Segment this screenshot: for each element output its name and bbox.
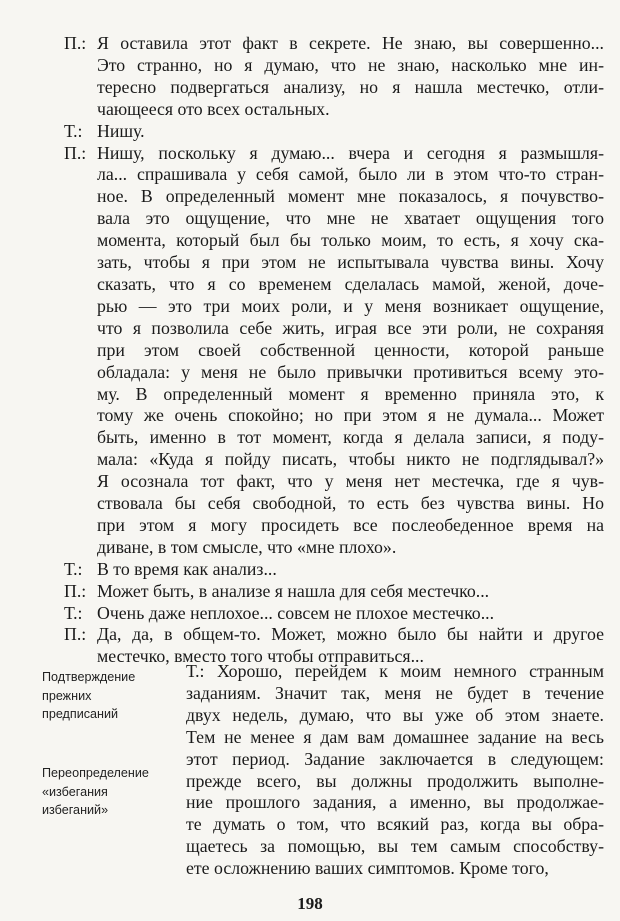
text-line: Может быть, в анализе я нашла для себя местечко... [97,580,490,601]
text-line: при этом я могу просидеть все послеобеденное время на [97,514,604,535]
text-line: Это странно, но я думаю, что не знаю, насколько мне ин- [97,54,604,75]
text-line: В то время как анализ... [97,558,277,579]
text-line: тересно подвергаться анализу, но я нашла местечко, отли- [97,76,604,97]
speaker-label: Т.: [64,120,83,141]
margin-note-line: предписаний [42,707,119,721]
margin-note-line: Переопределение [42,766,149,780]
text-line: ствовала бы себя свободной, то есть без чувства вины. Но [97,493,604,514]
dialogue-turn [64,603,604,625]
text-line: сказать, что я со временем сделалась мамой, женой, доче- [97,273,604,294]
page-number: 198 [297,894,323,913]
utterance-text [97,143,604,559]
dialogue-turn [64,33,604,121]
text-line: ете осложнению ваших симптомов. Кроме того, [186,858,549,879]
text-line: диване, в том смысле, что «мне плохо». [97,536,397,557]
text-line: обладала: у меня не было привычки противиться всему это- [97,361,604,382]
text-line: при этом своей собственной ценности, которой раньше [97,339,604,360]
text-line: что я позволила себе жить, играя все эти роли, не сохраняя [97,317,604,338]
section-body-text [186,661,604,880]
text-line: прежде всего, вы должны продолжить выполне- [186,770,604,791]
text-line: местечко, вместо того чтобы отправиться... [97,646,424,667]
text-line: Нишу, поскольку я думаю... вчера и сегодня я размышля- [97,142,604,163]
text-line: му. В определенный момент я временно приняла это, к [97,383,604,404]
text-line: Тем не менее я дам вам домашнее задание на весь [186,726,604,747]
text-line: быть, именно в тот момент, когда я делала записи, я поду- [97,427,604,448]
text-line: Очень даже неплохое... совсем не плохое местечко... [97,602,495,623]
text-line: Да, да, в общем-то. Может, можно было бы найти и другое [97,624,604,645]
speaker-label: П.: [64,142,87,163]
dialogue-turn [64,121,604,143]
speaker-label: Т.: [64,602,83,623]
text-line: Нишу. [97,120,145,141]
speaker-label: П.: [64,624,87,645]
margin-note-line: Подтверждение [42,670,136,684]
speaker-label: П.: [64,33,87,53]
utterance-text [97,581,604,603]
text-line: тому же очень спокойно; но при этом я не думала... Может [97,405,604,426]
utterance-text [97,33,604,121]
text-line: заданиям. Значит так, меня не будет в течение [186,682,604,703]
text-line: Т.: Хорошо, перейдем к моим немного странным [186,661,604,681]
text-line: Я оставила этот факт в секрете. Не знаю, вы совершенно... [97,33,604,53]
utterance-text [97,559,604,581]
dialogue-turn [64,581,604,603]
text-line: чающееся ото всех остальных. [97,98,330,119]
text-line: Я осознала тот факт, что у меня нет местечка, где я чув- [97,471,604,492]
text-line: ное. В определенный момент мне показалось, я почувство- [97,186,604,207]
dialogue-turn [64,559,604,581]
text-line: щаетесь за помощью, вы тем самым способству- [186,836,604,857]
text-line: этот период. Задание заключается в следующем: [186,748,604,769]
utterance-text [97,121,604,143]
text-line: вала это ощущение, что мне не хватает ощущения того [97,208,604,229]
margin-note [42,668,167,724]
margin-note-line: «избегания [42,784,108,799]
text-line: рью — это три моих роли, и у меня возникает ощущение, [97,295,604,316]
margin-note [42,764,167,820]
text-line: двух недель, думаю, что вы уже об этом знаете. [186,704,604,725]
dialogue-turn [64,143,604,559]
speaker-label: П.: [64,580,87,601]
speaker-label: Т.: [64,558,83,579]
margin-note-line: избеганий» [42,803,109,817]
margin-note-line: прежних [42,688,92,703]
text-line: зать, чтобы я при этом не испытывала чувства вины. Хочу [97,252,604,273]
text-line: мала: «Куда я пойду писать, чтобы никто не подглядывал?» [97,449,604,470]
text-line: те думать о том, что всякий раз, когда вы обра- [186,814,604,835]
text-line: ние прошлого задания, а именно, вы продолжае- [186,792,604,813]
dialogue-block [64,33,604,668]
text-line: ла... спрашивала у себя самой, было ли в этом что-то стран- [97,164,604,185]
utterance-text [97,603,604,625]
text-line: момента, который был бы только моим, то есть, я хочу ска- [97,230,604,251]
